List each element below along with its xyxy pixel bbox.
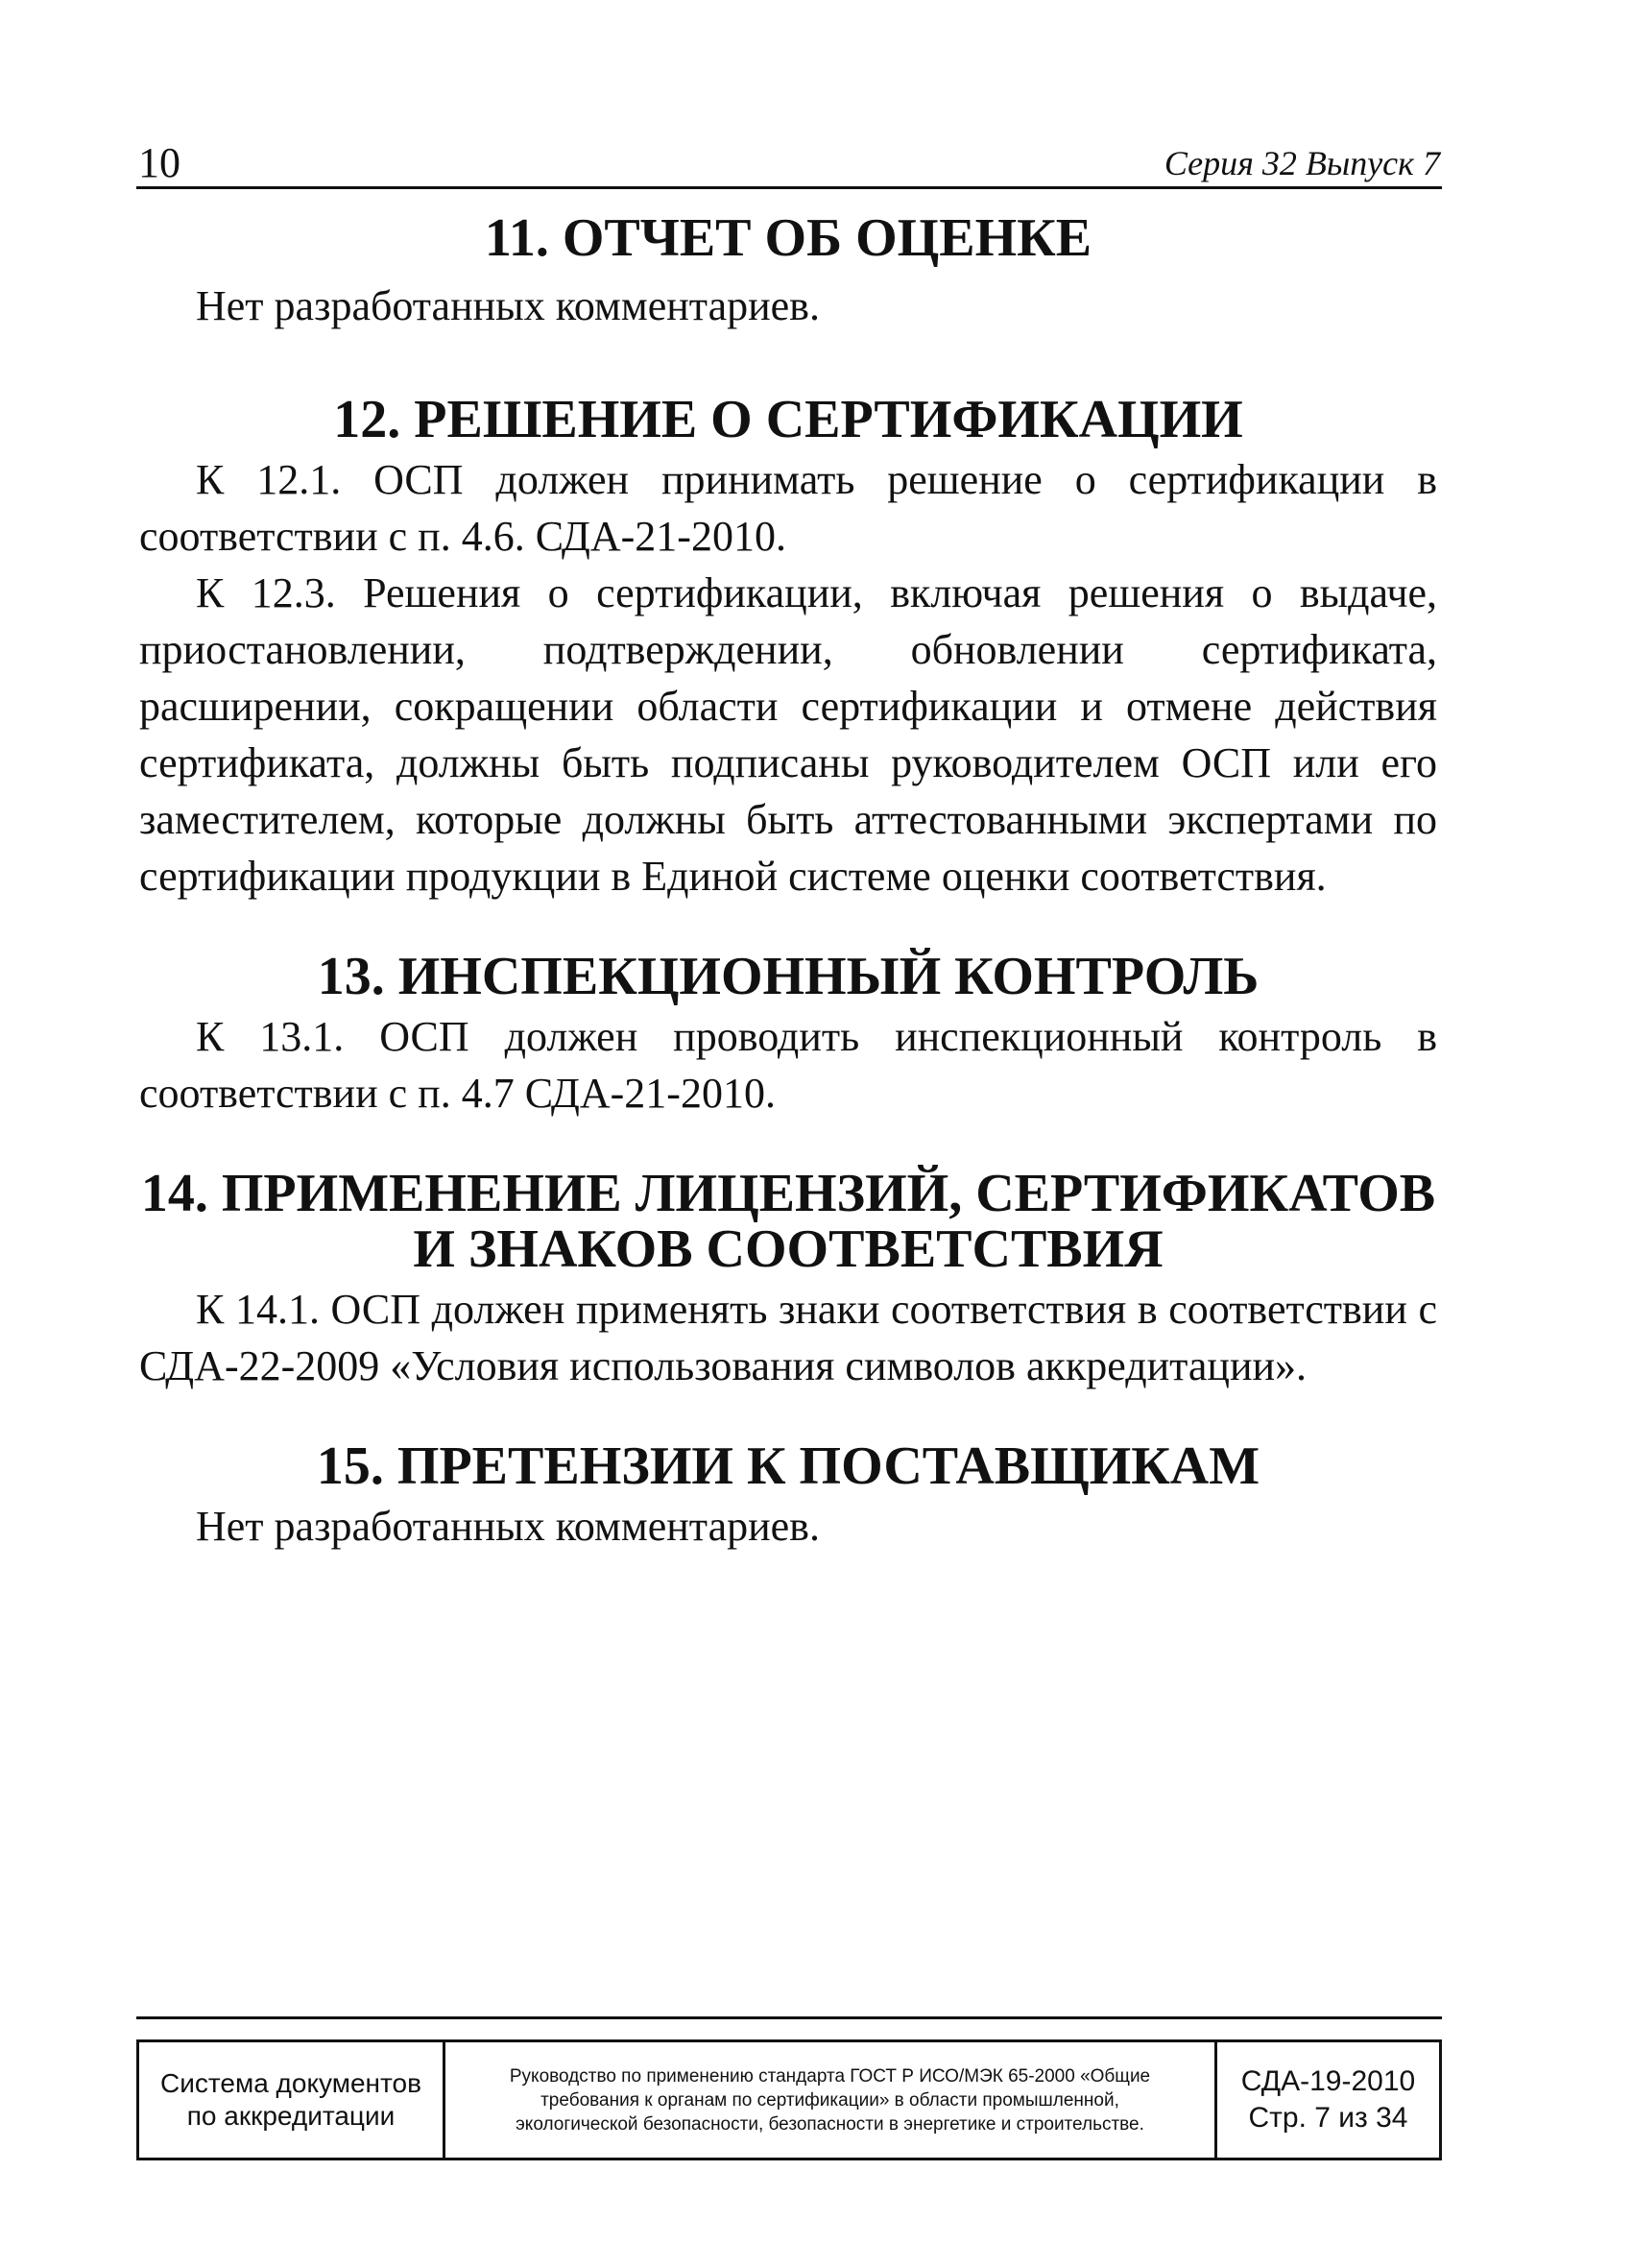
section-15-paragraph: Нет разработанных комментариев. xyxy=(196,1503,820,1550)
page-number: 10 xyxy=(138,139,180,186)
footer-system-cell xyxy=(139,2042,443,2158)
footer-title-cell xyxy=(443,2042,1214,2158)
section-12-title: 12. РЕШЕНИЕ О СЕРТИФИКАЦИИ xyxy=(333,390,1243,449)
footer-title-line-1: Руководство по применению стандарта ГОСТ Р ИСО/МЭК 65-2000 «Общие xyxy=(509,2065,1151,2087)
main-content xyxy=(139,206,1437,1555)
section-15-title: 15. ПРЕТЕНЗИИ К ПОСТАВЩИКАМ xyxy=(316,1436,1260,1496)
section-14-title-line-2: И ЗНАКОВ СООТВЕТСТВИЯ xyxy=(413,1219,1164,1279)
footer-system-line-1: Система документов xyxy=(160,2068,421,2098)
section-14-title xyxy=(139,1166,1437,1277)
section-12-paragraph-2: К 12.3. Решения о сертификации, включая решения о выдаче, приостановлении, подтверждении, обновлении сертификата, расширении, сокращении области сертификации и отмене действия сертификата, должны быть подписаны руководителем ОСП или его заместителем, которые должны быть аттестованными экспертами по сертификации продукции в Единой системе оценки соответствия. xyxy=(139,569,1437,900)
section-11-paragraph: Нет разработанных комментариев. xyxy=(196,282,820,329)
series-label: Серия 32 Выпуск 7 xyxy=(1164,144,1440,182)
footer-code-cell xyxy=(1214,2042,1439,2158)
section-12-paragraph-1: К 12.1. ОСП должен принимать решение о сертификации в соответствии с п. 4.6. СДА-21-2010. xyxy=(139,456,1437,560)
footer-title-line-2: требования к органам по сертификации» в области промышленной, xyxy=(540,2089,1119,2111)
section-11-title: 11. ОТЧЕТ ОБ ОЦЕНКЕ xyxy=(484,208,1092,268)
section-13-title: 13. ИНСПЕКЦИОННЫЙ КОНТРОЛЬ xyxy=(317,947,1260,1006)
footer-rule xyxy=(136,2016,1442,2019)
footer-doc-code: СДА-19-2010 xyxy=(1240,2065,1416,2097)
running-header xyxy=(136,134,1442,189)
footer-title-line-3: экологической безопасности, безопасности в энергетике и строительстве. xyxy=(516,2113,1144,2135)
footer-page-ref: Стр. 7 из 34 xyxy=(1248,2102,1408,2134)
footer-table xyxy=(136,2039,1442,2160)
section-14-paragraph-1: К 14.1. ОСП должен применять знаки соответствия в соответствии с СДА-22-2009 «Условия использования символов аккредитации». xyxy=(139,1286,1437,1389)
section-13-paragraph-1: К 13.1. ОСП должен проводить инспекционный контроль в соответствии с п. 4.7 СДА-21-2010. xyxy=(139,1013,1437,1117)
section-14-title-line-1: 14. ПРИМЕНЕНИЕ ЛИЦЕНЗИЙ, СЕРТИФИКАТОВ xyxy=(140,1164,1436,1223)
footer-system-line-2: по аккредитации xyxy=(186,2101,396,2131)
